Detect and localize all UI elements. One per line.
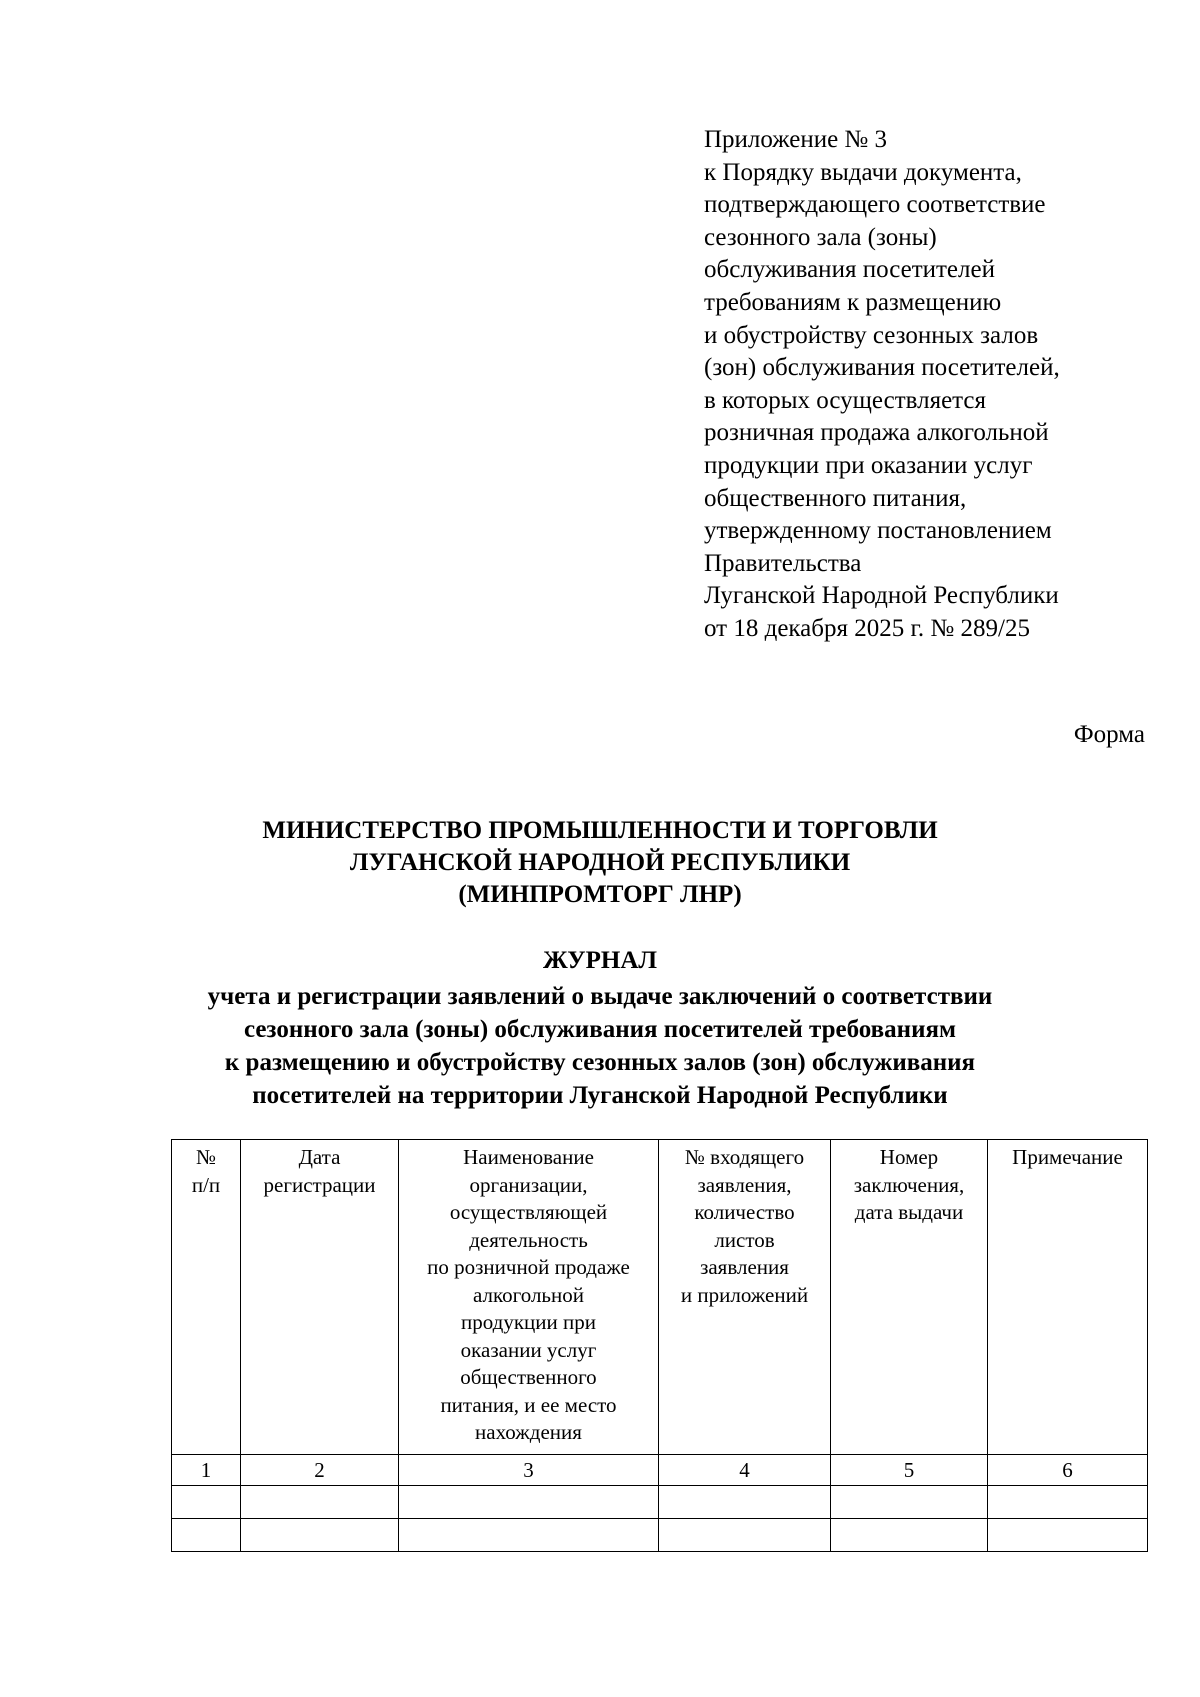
table-header-row (172, 1140, 1148, 1455)
appendix-line: общественного питания, (704, 484, 967, 512)
header-cell-note: Примечание (988, 1140, 1148, 1455)
header-cell-conclusion-number: Номер заключения, дата выдачи (831, 1140, 988, 1455)
ministry-line: МИНИСТЕРСТВО ПРОМЫШЛЕННОСТИ И ТОРГОВЛИ (262, 817, 938, 844)
appendix-line: в которых осуществляется (704, 386, 986, 414)
journal-description-line: посетителей на территории Луганской Народной Республики (252, 1082, 948, 1109)
header-cell-incoming-application: № входящего заявления, количество листов заявления и приложений (659, 1140, 831, 1455)
appendix-line: Приложение № 3 (704, 126, 888, 153)
header-cell-number: № п/п (172, 1140, 241, 1455)
journal-description (140, 980, 1060, 1112)
empty-cell (831, 1486, 988, 1519)
column-number-cell: 1 (172, 1455, 241, 1486)
ministry-line: (МИНПРОМТОРГ ЛНР) (458, 881, 742, 908)
empty-cell (399, 1519, 659, 1552)
empty-cell (241, 1519, 399, 1552)
table-row (172, 1519, 1148, 1552)
appendix-line: продукции при оказании услуг (704, 451, 1033, 479)
column-number-cell: 5 (831, 1455, 988, 1486)
appendix-line: Луганской Народной Республики (704, 582, 1059, 610)
appendix-line: и обустройству сезонных залов (704, 321, 1039, 349)
appendix-line: обслуживания посетителей (704, 256, 995, 284)
form-label: Форма (1073, 721, 1145, 748)
appendix-line: Правительства (704, 549, 862, 577)
column-number-row (172, 1455, 1148, 1486)
appendix-line: подтверждающего соответствие (704, 191, 1046, 219)
appendix-line: (зон) обслуживания посетителей, (704, 354, 1060, 382)
appendix-line: розничная продажа алкогольной (704, 419, 1049, 447)
journal-description-line: к размещению и обустройству сезонных залов (зон) обслуживания (224, 1049, 976, 1076)
appendix-line: требованиям к размещению (704, 288, 1002, 316)
journal-table (171, 1139, 1148, 1552)
column-number-cell: 4 (659, 1455, 831, 1486)
empty-cell (399, 1486, 659, 1519)
appendix-line: утвержденному постановлением (704, 517, 1052, 545)
column-number-cell: 6 (988, 1455, 1148, 1486)
empty-cell (831, 1519, 988, 1552)
journal-description-line: учета и регистрации заявлений о выдаче заключений о соответствии (207, 983, 993, 1010)
header-cell-registration-date: Дата регистрации (241, 1140, 399, 1455)
empty-cell (659, 1486, 831, 1519)
empty-cell (172, 1486, 241, 1519)
appendix-line: к Порядку выдачи документа, (704, 158, 1022, 186)
header-cell-organization: Наименование организации, осуществляющей деятельность по розничной продаже алкогольной продукции при оказании услуг общественного питания, и ее место нахождения (399, 1140, 659, 1455)
appendix-line: от 18 декабря 2025 г. № 289/25 (704, 614, 1030, 642)
column-number-cell: 2 (241, 1455, 399, 1486)
column-number-cell: 3 (399, 1455, 659, 1486)
empty-cell (988, 1519, 1148, 1552)
empty-cell (172, 1519, 241, 1552)
appendix-line: сезонного зала (зоны) (704, 223, 937, 251)
ministry-heading (140, 815, 1060, 911)
empty-cell (241, 1486, 399, 1519)
ministry-line: ЛУГАНСКОЙ НАРОДНОЙ РЕСПУБЛИКИ (349, 849, 851, 876)
journal-title: ЖУРНАЛ (542, 947, 658, 974)
table-row (172, 1486, 1148, 1519)
journal-description-line: сезонного зала (зоны) обслуживания посетителей требованиям (243, 1016, 957, 1043)
empty-cell (988, 1486, 1148, 1519)
empty-cell (659, 1519, 831, 1552)
appendix-reference (704, 124, 1144, 646)
